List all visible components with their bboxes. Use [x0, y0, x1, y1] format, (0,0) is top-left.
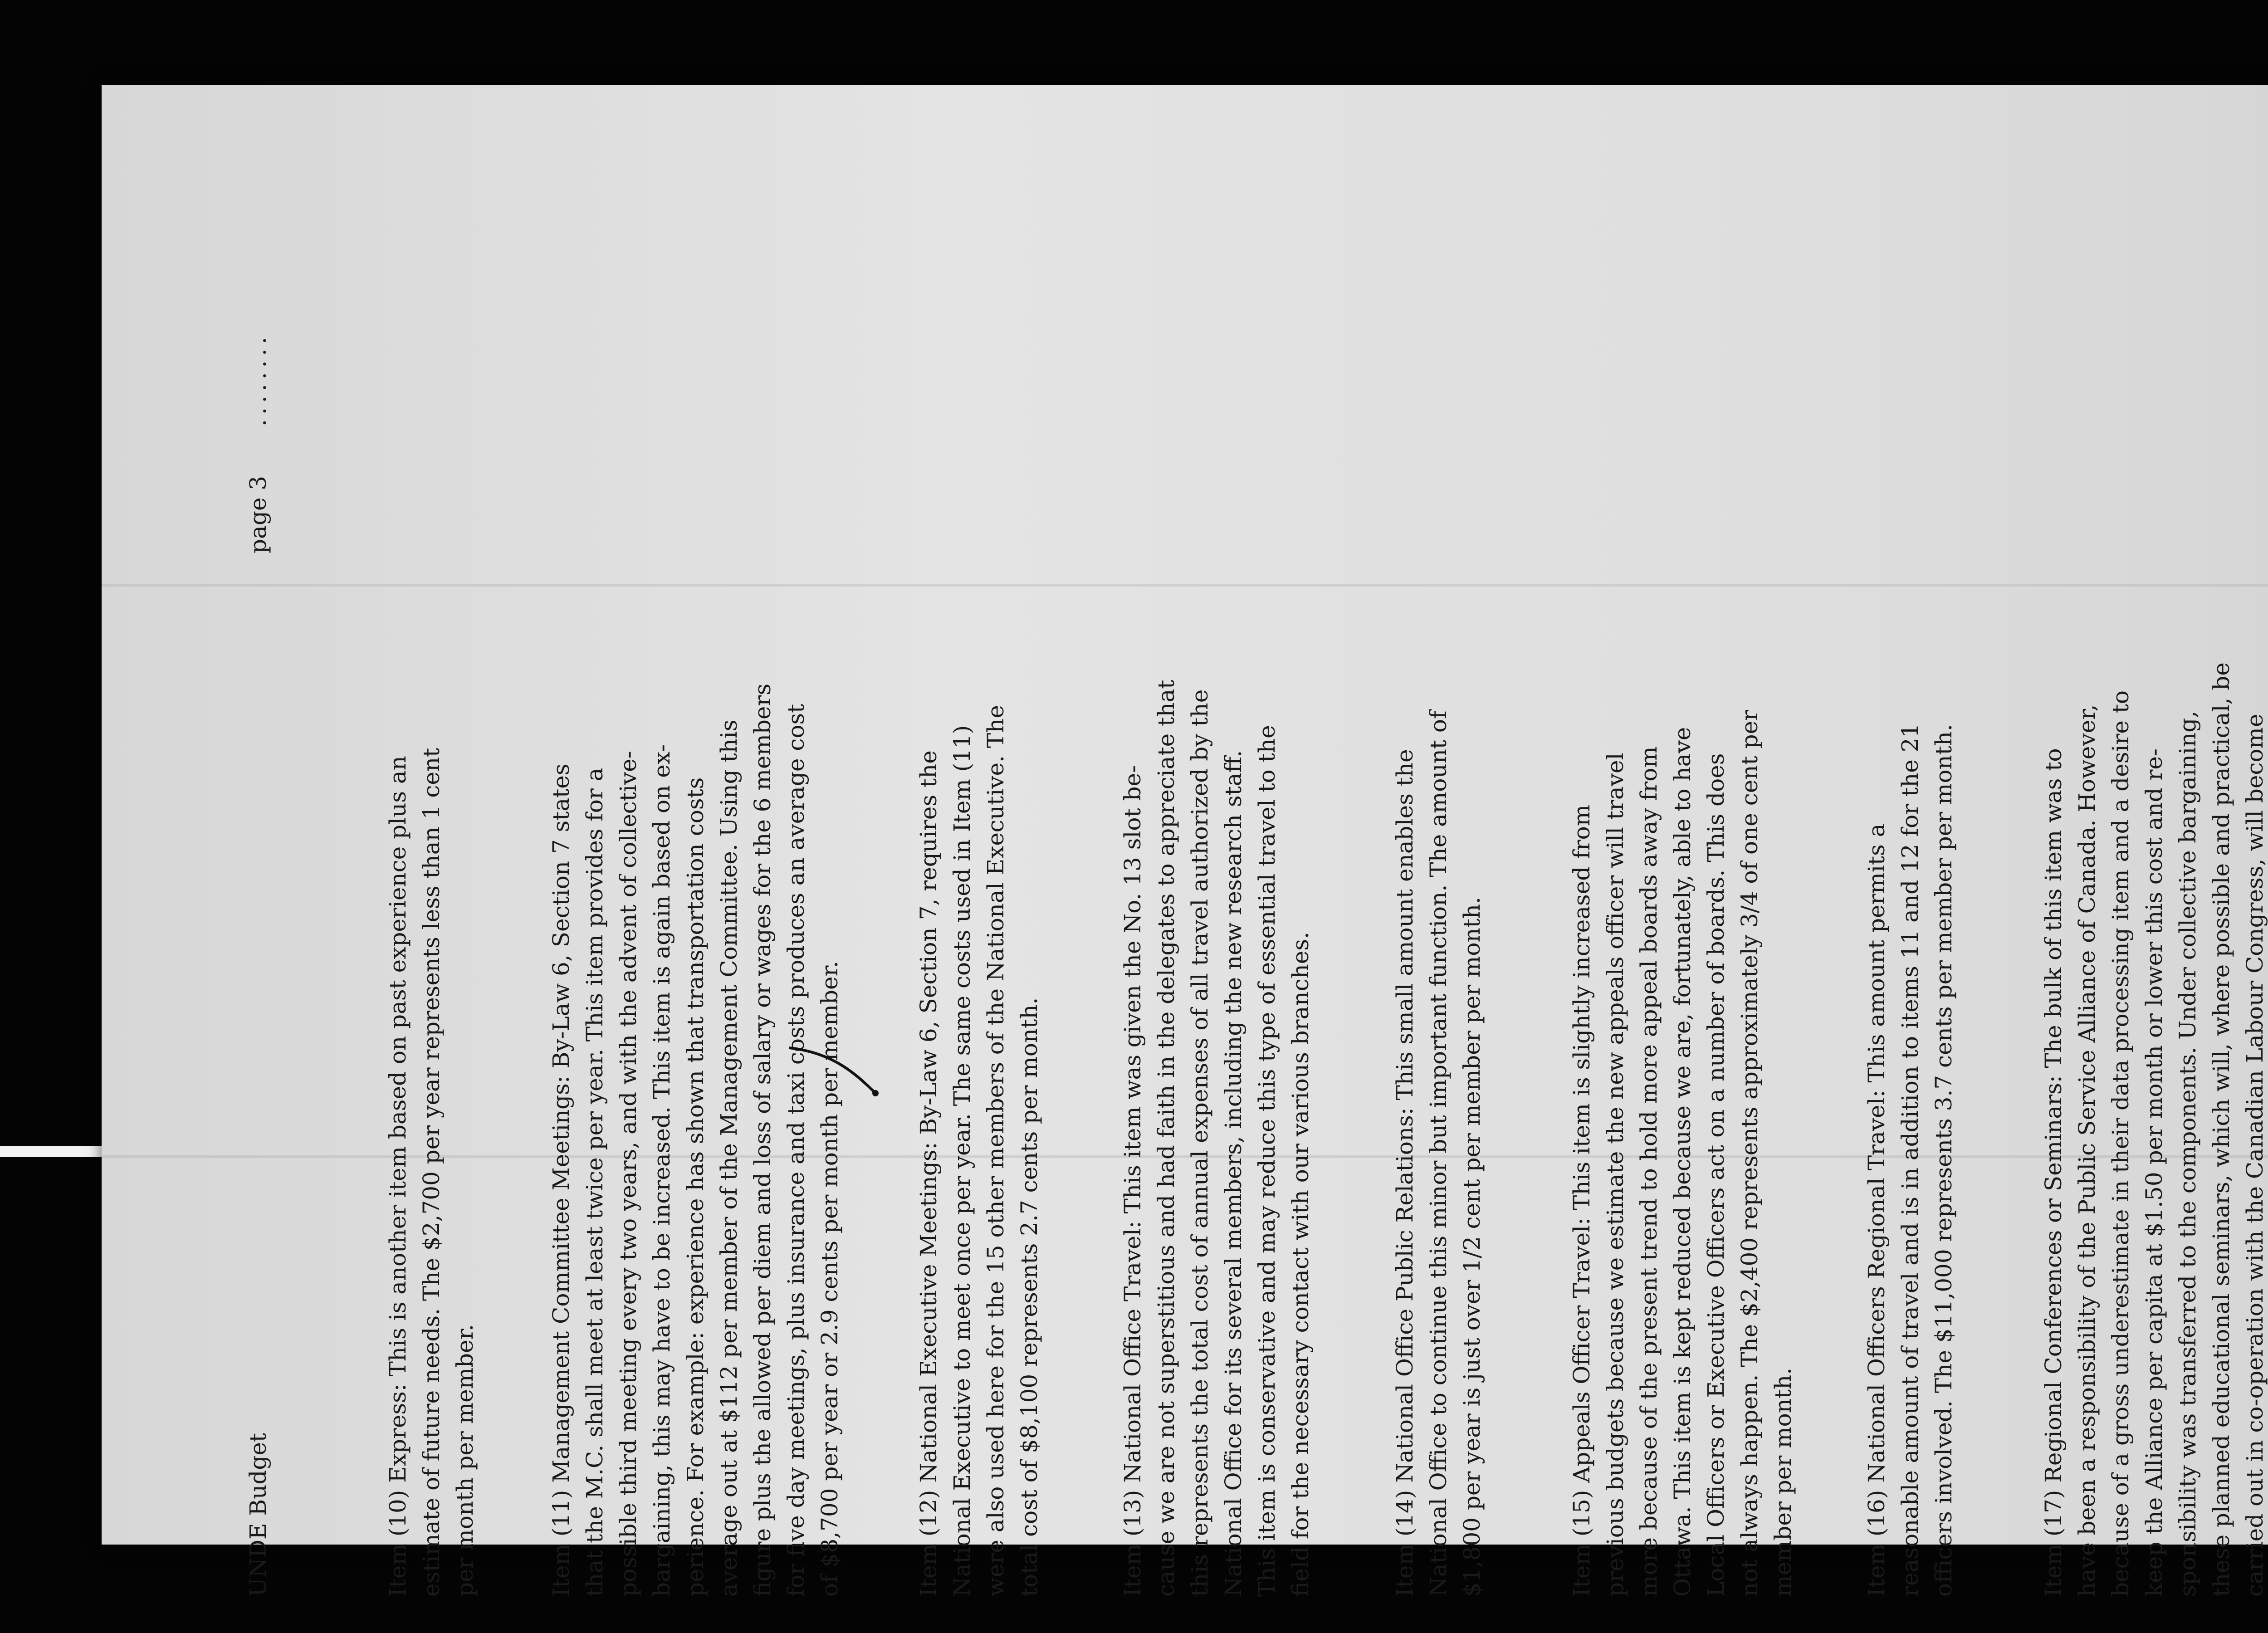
item-line: keep the Alliance per capita at $1.50 per month or lower this cost and re-	[2141, 748, 2167, 1597]
item-line: This item is conservative and may reduce this type of essential travel to the	[1254, 725, 1280, 1597]
item-line: have been a responsibility of the Public Service Alliance of Canada. However,	[2074, 704, 2100, 1597]
item-line: carried out in co-operation with the Canadian Labour Congress, will become	[2242, 714, 2268, 1597]
item-line: Item (12) National Executive Meetings: By-Law 6, Section 7, requires the	[915, 750, 942, 1597]
budget-item	[1860, 191, 1960, 1597]
budget-item	[544, 191, 846, 1597]
item-line: for five day meetings, plus insurance and taxi costs produces an average cost	[783, 704, 809, 1597]
page-header	[245, 191, 281, 1597]
item-line: per month per member.	[452, 1324, 478, 1597]
item-line: more because of the present trend to hold more appeal boards away from	[1636, 746, 1662, 1597]
budget-item	[1116, 191, 1317, 1597]
item-line: officers involved. The $11,000 represents 3.7 cents per member per month.	[1931, 724, 1957, 1597]
item-line: National Executive to meet once per year. The same costs used in Item (11)	[949, 725, 975, 1597]
item-line: National Office to continue this minor but important function. The amount of	[1425, 710, 1452, 1597]
item-line: sponsibility was transferred to the components. Under collective bargaining,	[2175, 710, 2201, 1597]
item-line: Item (16) National Officers Regional Travel: This amount permits a	[1863, 823, 1890, 1597]
item-line: National Office for its several members, including the new research staff.	[1220, 750, 1246, 1597]
budget-item	[381, 191, 482, 1597]
item-line: total cost of $8,100 represents 2.7 cents per month.	[1016, 997, 1042, 1597]
item-line: Item (17) Regional Conferences or Seminars: The bulk of this item was to	[2040, 748, 2067, 1597]
item-line: previous budgets because we estimate the new appeals officer will travel	[1602, 753, 1628, 1597]
item-line: not always happen. The $2,400 represents approximately 3/4 of one cent per	[1736, 709, 1763, 1597]
top-dots: ........	[245, 332, 271, 426]
item-line: average out at $112 per member of the Management Committee. Using this	[716, 719, 742, 1597]
budget-item	[1388, 191, 1489, 1597]
item-line: Local Officers or Executive Officers act on a number of boards. This does	[1703, 753, 1729, 1597]
item-line: Ottawa. This item is kept reduced because we are, fortunately, able to have	[1669, 727, 1696, 1597]
item-line: of $8,700 per year or 2.9 cents per month per member.	[816, 961, 843, 1597]
pen-mark	[780, 1043, 880, 1098]
item-line: estimate of future needs. The $2,700 per year represents less than 1 cent	[418, 748, 445, 1597]
item-line: this represents the total cost of annual expenses of all travel authorized by the	[1187, 689, 1213, 1597]
item-line: cause we are not superstitious and had faith in the delegates to appreciate that	[1153, 680, 1179, 1597]
item-line: were also used here for the 15 other members of the National Executive. The	[982, 705, 1009, 1597]
rotated-page-content	[245, 191, 2268, 1597]
item-line: field for the necessary contact with our various branches.	[1287, 932, 1314, 1597]
item-line: Item (15) Appeals Officer Travel: This item is slightly increased from	[1569, 804, 1595, 1597]
item-line: Item (14) National Office Public Relations: This small amount enables the	[1392, 749, 1418, 1597]
budget-item	[2037, 191, 2268, 1597]
item-line: that the M.C. shall meet at least twice per year. This item provides for a	[582, 768, 608, 1597]
header-title: UNDE Budget	[245, 1433, 271, 1597]
item-line: Item (10) Express: This is another item based on past experience plus an	[385, 756, 411, 1597]
item-line: these planned educational seminars, which will, where possible and practical, be	[2208, 662, 2234, 1597]
item-line: bargaining, this may have to be increased. This item is again based on ex-	[649, 744, 675, 1597]
item-line: figure plus the allowed per diem and loss of salary or wages for the 6 members	[749, 683, 776, 1597]
item-line: Item (11) Management Committee Meetings: By-Law 6, Section 7 states	[548, 763, 574, 1597]
item-line: $1,800 per year is just over 1/2 cent per member per month.	[1459, 897, 1485, 1597]
item-line: because of a gross underestimate in their data processing item and a desire to	[2107, 690, 2134, 1597]
item-line: Item (13) National Office Travel: This item was given the No. 13 slot be-	[1119, 765, 1146, 1597]
budget-item	[912, 191, 1046, 1597]
item-line: possible third meeting every two years, and with the advent of collective-	[615, 751, 641, 1597]
page-number: page 3	[245, 475, 271, 553]
budget-item	[1565, 191, 1800, 1597]
item-line: reasonable amount of travel and is in addition to items 11 and 12 for the 21	[1897, 723, 1923, 1597]
item-line: member per month.	[1770, 1367, 1796, 1597]
item-line: perience. For example: experience has shown that transportation costs	[682, 777, 709, 1597]
